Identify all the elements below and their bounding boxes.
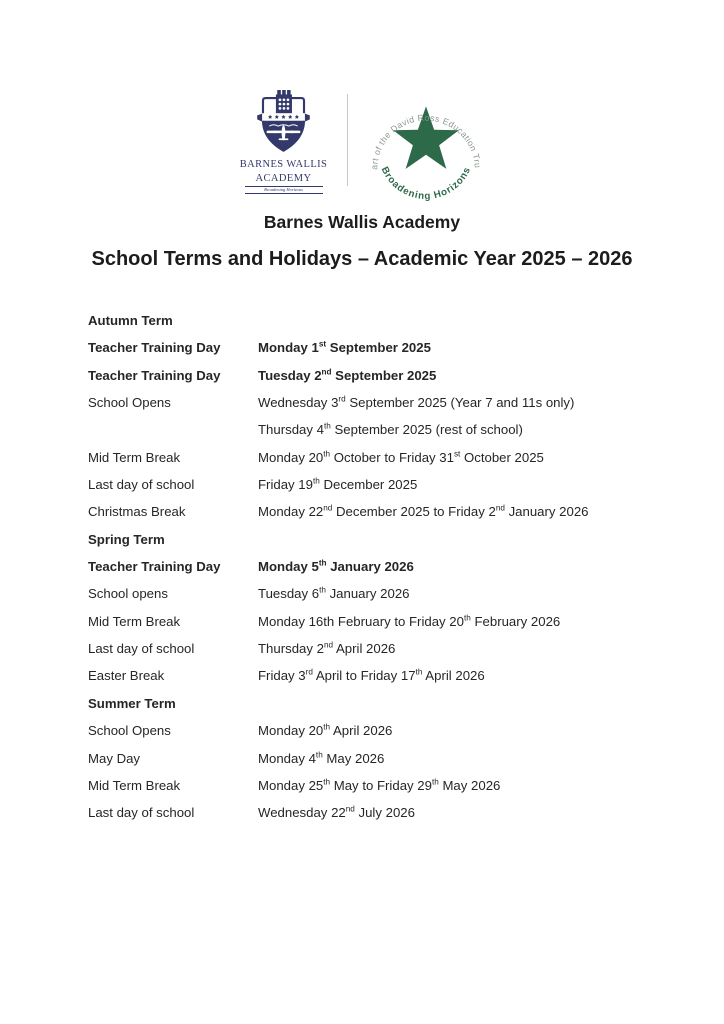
- event-label: Last day of school: [88, 477, 195, 493]
- schedule-row: [88, 799, 694, 826]
- dret-star-icon: [365, 82, 487, 204]
- schedule-row: [88, 635, 694, 662]
- schedule-row: [88, 307, 694, 334]
- event-date: Friday 19th December 2025: [258, 476, 418, 493]
- event-date: Monday 20th April 2026: [258, 722, 393, 739]
- event-label: Summer Term: [88, 695, 176, 711]
- event-date: Monday 20th October to Friday 31st October 2025: [258, 449, 544, 465]
- event-date: Monday 4th May 2026: [258, 750, 385, 766]
- event-date: Monday 16th February to Friday 20th February 2026: [258, 613, 561, 629]
- schedule-row: [88, 772, 694, 799]
- event-date: Thursday 2nd April 2026: [258, 640, 396, 657]
- schedule-row: [88, 498, 694, 525]
- event-label: Autumn Term: [88, 313, 173, 328]
- schedule-row: [88, 389, 694, 416]
- event-label: Mid Term Break: [88, 449, 181, 465]
- schedule-row: [88, 553, 694, 580]
- schedule-row: [88, 334, 694, 361]
- event-date: Monday 22nd December 2025 to Friday 2nd January 2026: [258, 504, 589, 520]
- event-label: Christmas Break: [88, 504, 186, 520]
- event-date: Friday 3rd April to Friday 17th April 2026: [258, 668, 485, 684]
- event-label: Spring Term: [88, 531, 165, 547]
- schedule-row: [88, 717, 694, 744]
- svg-text:Broadening Horizons: [378, 165, 473, 202]
- schedule-row: [88, 580, 694, 607]
- event-date: Monday 5th January 2026: [258, 558, 414, 575]
- event-date: Wednesday 22nd July 2026: [258, 804, 415, 821]
- event-label: May Day: [88, 750, 141, 766]
- school-crest-icon: [256, 90, 311, 156]
- event-date: Monday 25th May to Friday 29th May 2026: [258, 777, 501, 793]
- schedule-row: [88, 416, 694, 443]
- event-date: Tuesday 6th January 2026: [258, 586, 410, 602]
- schedule-row: [88, 745, 694, 772]
- schedule-row: [88, 471, 694, 498]
- header-logos: [0, 82, 724, 209]
- trust-arc-bottom-text: Broadening Horizons: [378, 165, 473, 202]
- schedule-row: [88, 662, 694, 689]
- barnes-wallis-logo: [238, 90, 330, 194]
- schedule-row: [88, 444, 694, 471]
- crest-name-line2: ACADEMY: [255, 173, 312, 184]
- event-label: Teacher Training Day: [88, 340, 221, 356]
- event-date: Wednesday 3rd September 2025 (Year 7 and 11s only): [258, 394, 575, 411]
- schedule-row: [88, 362, 694, 389]
- event-label: Teacher Training Day: [88, 367, 221, 383]
- trust-arc-top-text: art of the David Ross Education Tru: [368, 112, 483, 170]
- event-date: Monday 1st September 2025: [258, 339, 431, 356]
- event-label: Mid Term Break: [88, 777, 181, 793]
- event-label: Last day of school: [88, 805, 195, 821]
- event-date: Thursday 4th September 2025 (rest of school): [258, 421, 523, 438]
- page-title: Barnes Wallis Academy: [263, 212, 461, 232]
- event-label: School Opens: [88, 395, 171, 411]
- schedule-row: [88, 690, 694, 717]
- event-label: School Opens: [88, 723, 171, 739]
- event-date: Tuesday 2nd September 2025: [258, 367, 437, 383]
- dret-logo: [365, 82, 487, 209]
- crest-tagline: Broadening Horizons: [245, 186, 323, 194]
- crest-name-line1: BARNES WALLIS: [239, 159, 328, 170]
- event-label: Easter Break: [88, 668, 165, 684]
- schedule-row: [88, 526, 694, 553]
- event-label: School opens: [88, 586, 168, 602]
- event-label: Teacher Training Day: [88, 559, 221, 575]
- logo-divider: [347, 94, 348, 186]
- term-schedule: [88, 307, 694, 827]
- event-label: Mid Term Break: [88, 613, 181, 629]
- event-label: Last day of school: [88, 641, 195, 657]
- schedule-row: [88, 608, 694, 635]
- page-subtitle: School Terms and Holidays – Academic Year 2025 – 2026: [91, 248, 633, 270]
